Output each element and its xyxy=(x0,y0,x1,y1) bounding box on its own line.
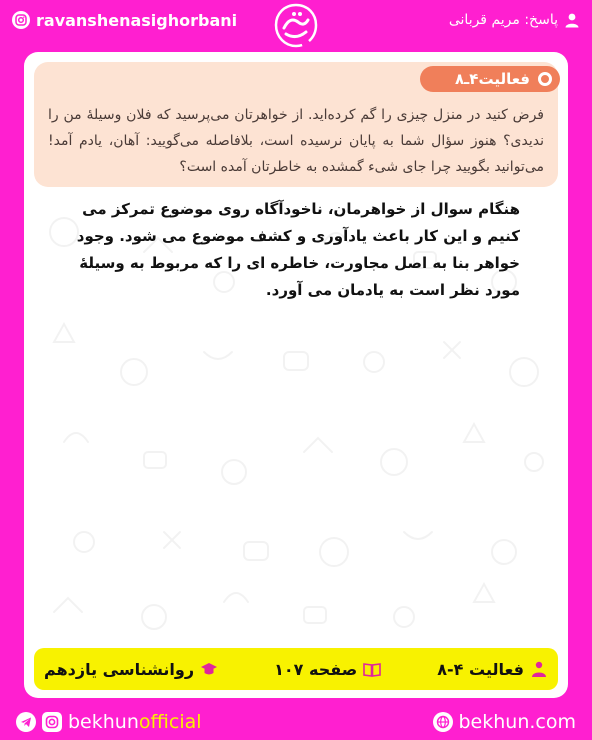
website-link[interactable] xyxy=(433,711,577,733)
activity-label: فعالیت ۴-۸ xyxy=(437,659,524,679)
handle-text: ravanshenasighorbani xyxy=(36,10,238,30)
instagram-icon xyxy=(12,11,30,29)
author-text: پاسخ: مریم قربانی xyxy=(448,12,558,28)
circle-icon xyxy=(538,72,552,86)
user-icon xyxy=(564,12,580,28)
instagram-icon xyxy=(42,712,62,732)
answer-author xyxy=(449,12,580,28)
bottom-bar xyxy=(0,704,592,740)
answer-text: هنگام سوال از خواهرمان، ناخودآگاه روی موضوع تمرکز می کنیم و این کار باعث یادآوری و کشف موضوع می شود. وجود خواهر بنا به اصل مجاورت، خاطره ای را که مربوط به وسیلهٔ مورد نظر است به یادمان می آورد. xyxy=(76,200,520,299)
activity-question: فرض کنید در منزل چیزی را گم کرده‌اید. از خواهرتان می‌پرسید که فلان وسیلهٔ من را ندیدی؟ هنوز سؤال شما به پایان نرسیده است، بلافاصله می‌گویید: آهان، یادم آمد! می‌توانید بگویید چرا جای شیء گمشده به خاطرتان آمده است؟ xyxy=(48,107,544,175)
instagram-handle[interactable] xyxy=(12,11,237,30)
subject-label: روانشناسی یازدهم xyxy=(44,659,195,679)
website-text: bekhun.com xyxy=(458,711,576,733)
graduation-cap-icon xyxy=(200,660,218,678)
bekhun-logo xyxy=(270,2,322,50)
globe-icon xyxy=(433,712,453,732)
info-bar xyxy=(34,648,558,690)
activity-tag-label: فعالیت۴ـ۸ xyxy=(454,70,530,88)
book-icon xyxy=(363,660,381,678)
activity-tag xyxy=(420,66,560,92)
page-label: صفحه ۱۰۷ xyxy=(274,659,358,679)
channel-text: bekhunofficial xyxy=(68,711,202,733)
content-card xyxy=(24,52,568,698)
page-info xyxy=(274,660,381,679)
social-channel[interactable] xyxy=(16,711,202,733)
telegram-icon xyxy=(16,712,36,732)
activity-box xyxy=(34,62,558,187)
subject-info xyxy=(44,660,218,679)
student-icon xyxy=(530,660,548,678)
activity-info xyxy=(437,660,548,679)
